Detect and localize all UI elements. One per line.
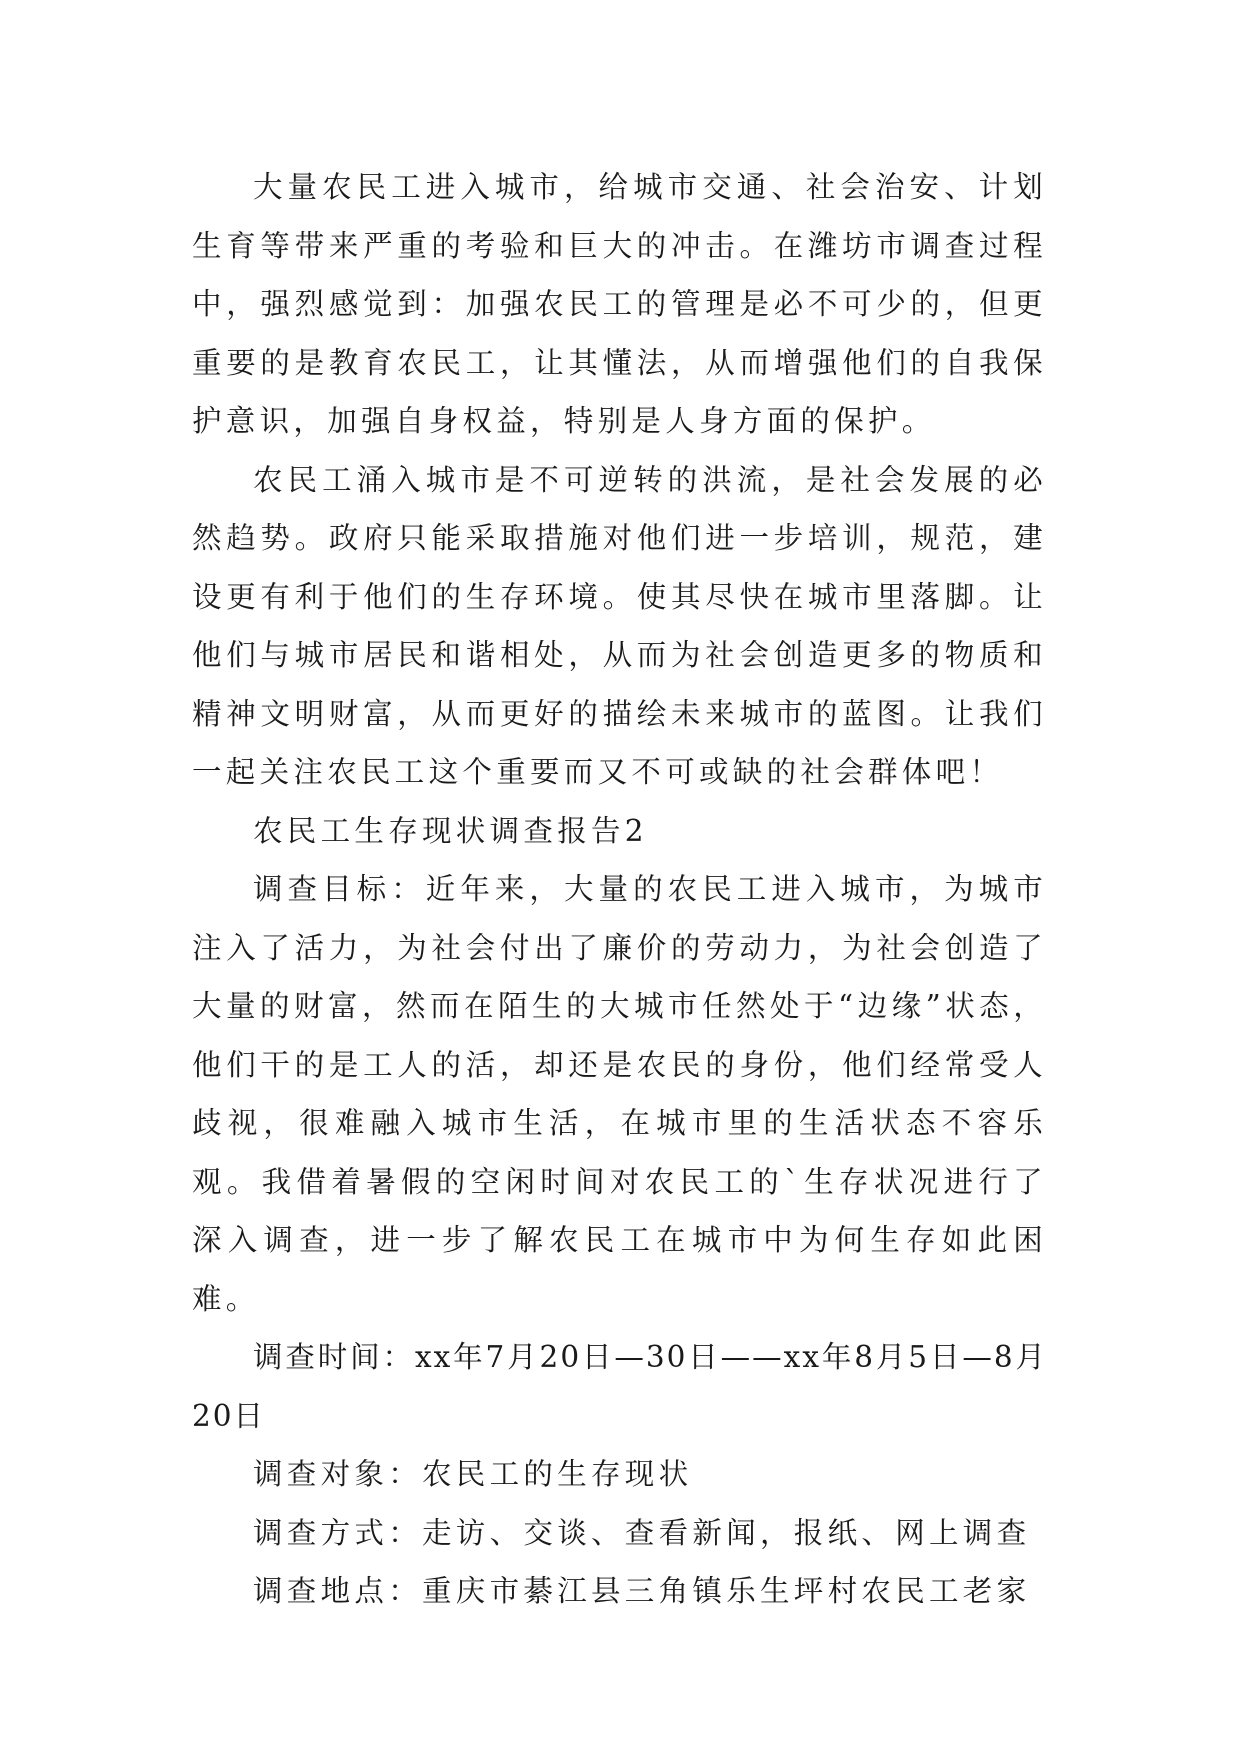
report-heading: 农民工生存现状调查报告2	[253, 813, 648, 848]
paragraph-impact: 大量农民工进入城市，给城市交通、社会治安、计划生育等带来严重的考验和巨大的冲击。在潍坊市调查过程中，强烈感觉到：加强农民工的管理是必不可少的，但更重要的是教育农民工，让其懂法，从而增强他们的自我保护意识，加强自身权益，特别是人身方面的保护。	[192, 170, 1047, 438]
paragraph-survey-method: 调查方式：走访、交谈、查看新闻，报纸、网上调查	[253, 1515, 1031, 1550]
paragraph-survey-location: 调查地点：重庆市綦江县三角镇乐生坪村农民工老家	[253, 1574, 1031, 1608]
paragraph-trend: 农民工涌入城市是不可逆转的洪流，是社会发展的必然趋势。政府只能采取措施对他们进一步培训，规范，建设更有利于他们的生存环境。使其尽快在城市里落脚。让他们与城市居民和谐相处，从而为社会创造更多的物质和精神文明财富，从而更好的描绘未来城市的蓝图。让我们一起关注农民工这个重要而又不可或缺的社会群体吧！	[192, 462, 1047, 789]
paragraph-survey-time: 调查时间：xx年7月20日—30日——xx年8月5日—8月20日	[192, 1340, 1047, 1433]
document-body	[192, 158, 1047, 1621]
paragraph-survey-goal: 调查目标：近年来，大量的农民工进入城市，为城市注入了活力，为社会付出了廉价的劳动力，为社会创造了大量的财富，然而在陌生的大城市任然处于“边缘”状态，他们干的是工人的活，却还是农民的身份，他们经常受人歧视，很难融入城市生活，在城市里的生活状态不容乐观。我借着暑假的空闲时间对农民工的`生存状况进行了深入调查，进一步了解农民工在城市中为何生存如此困难。	[192, 872, 1047, 1316]
paragraph-survey-subject: 调查对象：农民工的生存现状	[253, 1457, 693, 1491]
